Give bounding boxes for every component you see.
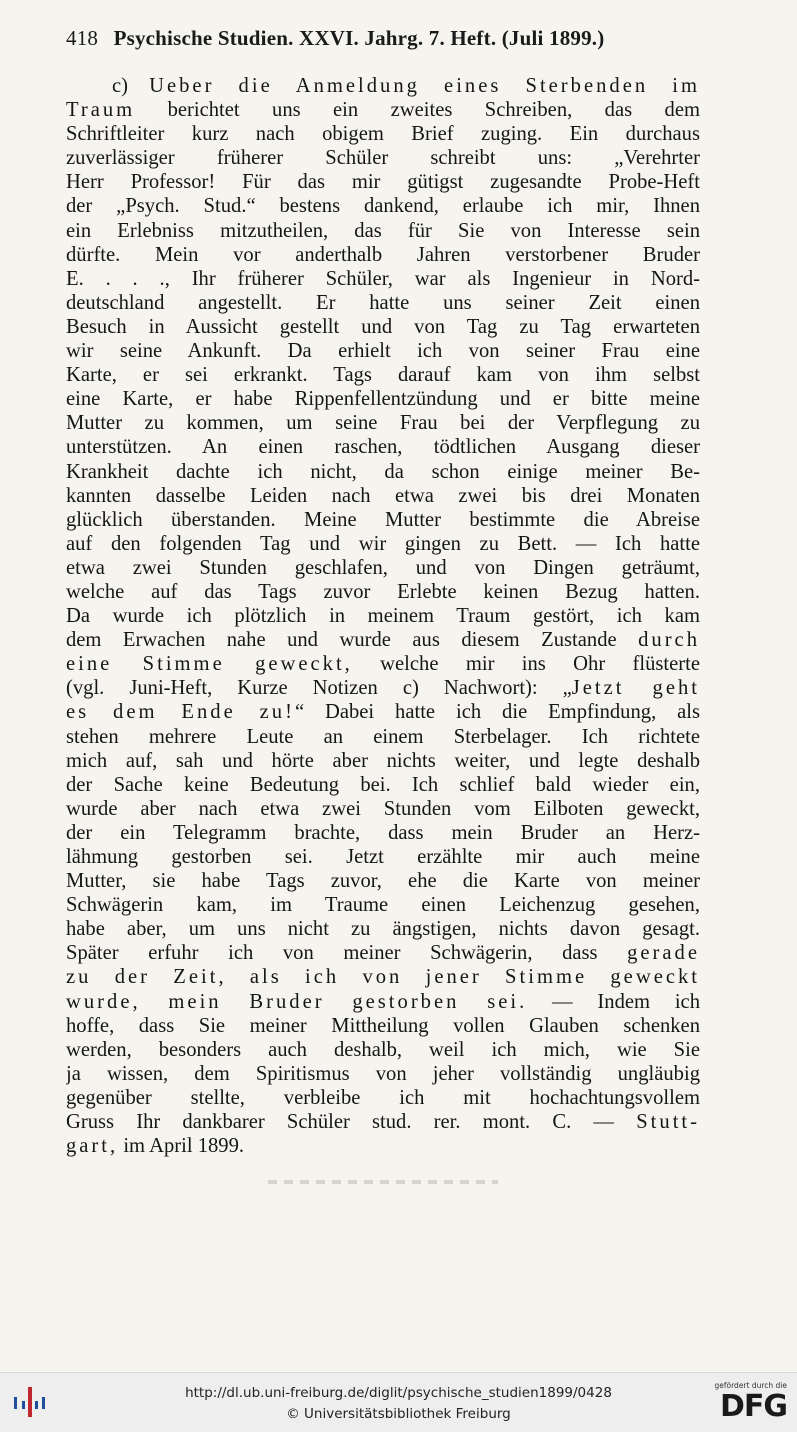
text-run: gegenüber stellte, verbleibe ich mit hochachtungsvollem	[66, 1086, 700, 1109]
text-line	[66, 339, 700, 363]
text-run: unterstützen. An einen raschen, tödtlichen Ausgang dieser	[66, 436, 700, 459]
text-line	[66, 146, 700, 170]
body-text	[66, 74, 700, 1158]
emphasized-text: Stutt-	[636, 1111, 700, 1134]
text-line	[66, 773, 700, 797]
text-line	[66, 243, 700, 267]
text-run: Besuch in Aussicht gestellt und von Tag zu Tag erwarteten	[66, 315, 700, 338]
text-line	[66, 460, 700, 484]
emphasized-text: Jetzt geht	[571, 677, 700, 700]
text-run: wir seine Ankunft. Da erhielt ich von seiner Frau eine	[66, 340, 700, 363]
text-run: mich auf, sah und hörte aber nichts weiter, und legte deshalb	[66, 749, 700, 772]
text-line	[66, 363, 700, 387]
text-line	[66, 484, 700, 508]
text-line	[66, 411, 700, 435]
text-run: dem Erwachen nahe und wurde aus diesem Zustande	[66, 629, 639, 652]
permalink-url[interactable]: http://dl.ub.uni-freiburg.de/diglit/psychische_studien1899/0428	[185, 1385, 612, 1401]
text-run: Gruss Ihr dankbarer Schüler stud. rer. mont. C. —	[66, 1111, 637, 1134]
emphasized-text: gerade	[627, 942, 700, 965]
text-run: ja wissen, dem Spiritismus von jeher vollständig ungläubig	[66, 1062, 700, 1085]
text-line	[66, 98, 700, 122]
text-line	[66, 1014, 700, 1038]
text-line	[66, 532, 700, 556]
text-line	[66, 1086, 700, 1110]
text-line	[66, 219, 700, 243]
text-line	[66, 1110, 700, 1134]
text-line	[66, 194, 700, 218]
text-line	[66, 965, 700, 989]
text-run: habe aber, um uns nicht zu ängstigen, nichts davon gesagt.	[66, 918, 700, 941]
text-run: berichtet uns ein zweites Schreiben, das dem	[135, 99, 700, 122]
text-line	[66, 869, 700, 893]
text-run: Mutter zu kommen, um seine Frau bei der Verpflegung zu	[66, 412, 700, 435]
text-line	[66, 749, 700, 773]
text-run: eine Karte, er habe Rippenfellentzündung und er bitte meine	[66, 388, 700, 411]
text-run: (vgl. Juni-Heft, Kurze Notizen c) Nachwort): „	[66, 677, 572, 700]
emphasized-text: zu der Zeit, als ich von jener Stimme geweckt	[66, 966, 700, 989]
text-line	[66, 435, 700, 459]
text-run: wurde aber nach etwa zwei Stunden vom Eilboten geweckt,	[66, 797, 700, 820]
text-line	[66, 122, 700, 146]
text-run: hoffe, dass Sie meiner Mittheilung vollen Glauben schenken	[66, 1014, 700, 1037]
text-run: etwa zwei Stunden geschlafen, und von Dingen geträumt,	[66, 556, 700, 579]
text-run: Krankheit dachte ich nicht, da schon einige meiner Be-	[66, 460, 700, 483]
emphasized-text: eine Stimme geweckt,	[66, 653, 353, 676]
text-line	[66, 845, 700, 869]
text-run: Da wurde ich plötzlich in meinem Traum gestört, ich kam	[66, 605, 700, 628]
text-line	[66, 917, 700, 941]
text-run: — Indem ich	[527, 990, 700, 1013]
text-run: welche auf das Tags zuvor Erlebte keinen Bezug hatten.	[66, 580, 700, 603]
text-run: werden, besonders auch deshalb, weil ich mich, wie Sie	[66, 1038, 700, 1061]
text-line	[66, 725, 700, 749]
text-run: kannten dasselbe Leiden nach etwa zwei bis drei Monaten	[66, 484, 700, 507]
text-line	[66, 267, 700, 291]
text-line	[66, 315, 700, 339]
text-run: im April 1899.	[118, 1135, 245, 1158]
text-line	[66, 387, 700, 411]
text-line	[66, 508, 700, 532]
dfg-logo: DFG	[719, 1389, 787, 1424]
text-line	[66, 1038, 700, 1062]
text-run: Später erfuhr ich von meiner Schwägerin, dass	[66, 942, 628, 965]
text-line	[66, 990, 700, 1014]
emphasized-text: durch	[638, 629, 700, 652]
text-run: der ein Telegramm brachte, dass mein Bruder an Herz-	[66, 821, 700, 844]
text-line	[66, 1134, 700, 1158]
text-run: Schwägerin kam, im Traume einen Leichenzug gesehen,	[66, 894, 700, 917]
copyright-notice: © Universitätsbibliothek Freiburg	[286, 1406, 511, 1422]
text-line	[66, 700, 700, 724]
text-run: lähmung gestorben sei. Jetzt erzählte mir auch meine	[66, 846, 700, 868]
text-run: dürfte. Mein vor anderthalb Jahren verstorbener Bruder	[66, 243, 700, 266]
text-run: c)	[112, 75, 150, 97]
running-title: Psychische Studien. XXVI. Jahrg. 7. Heft. (Juli 1899.)	[113, 26, 605, 50]
emphasized-text: gart,	[66, 1135, 119, 1158]
viewer-footer	[0, 1372, 797, 1432]
page-number: 418	[66, 26, 99, 50]
text-line	[66, 797, 700, 821]
text-line	[66, 893, 700, 917]
text-run: E. . . ., Ihr früherer Schüler, war als Ingenieur in Nord-	[66, 267, 700, 290]
text-run: Mutter, sie habe Tags zuvor, ehe die Karte von meiner	[66, 870, 700, 893]
emphasized-text: Ueber die Anmeldung eines Sterbenden im	[149, 75, 700, 97]
text-line	[66, 170, 700, 194]
text-run: “ Dabei hatte ich die Empfindung, als	[294, 701, 700, 724]
text-line	[66, 821, 700, 845]
text-run: glücklich überstanden. Meine Mutter bestimmte die Abreise	[66, 508, 700, 531]
text-line	[66, 1062, 700, 1086]
text-line	[66, 604, 700, 628]
text-run: deutschland angestellt. Er hatte uns seiner Zeit einen	[66, 291, 700, 314]
text-line	[66, 580, 700, 604]
emphasized-text: wurde, mein Bruder gestorben sei.	[66, 990, 528, 1013]
sponsor-note: gefördert durch die	[714, 1381, 787, 1390]
text-run: welche mir ins Ohr flüsterte	[352, 653, 700, 676]
emphasized-text: Traum	[66, 99, 136, 122]
text-run: der „Psych. Stud.“ bestens dankend, erlaube ich mir, Ihnen	[66, 195, 700, 218]
text-line	[66, 941, 700, 965]
emphasized-text: es dem Ende zu!	[66, 701, 295, 724]
print-smudge	[268, 1180, 498, 1184]
text-run: Karte, er sei erkrankt. Tags darauf kam von ihm selbst	[66, 364, 700, 387]
text-run: zuverlässiger früherer Schüler schreibt uns: „Verehrter	[66, 147, 700, 170]
text-run: auf den folgenden Tag und wir gingen zu Bett. — Ich hatte	[66, 532, 700, 555]
text-run: Herr Professor! Für das mir gütigst zugesandte Probe-Heft	[66, 171, 700, 194]
page-header	[66, 26, 746, 51]
text-run: der Sache keine Bedeutung bei. Ich schlief bald wieder ein,	[66, 773, 700, 796]
text-line	[66, 74, 700, 98]
text-line	[66, 676, 700, 700]
text-run: stehen mehrere Leute an einem Sterbelager. Ich richtete	[66, 725, 700, 748]
text-line	[66, 291, 700, 315]
text-line	[66, 652, 700, 676]
text-run: ein Erlebniss mitzutheilen, das für Sie von Interesse sein	[66, 219, 700, 242]
text-line	[66, 628, 700, 652]
text-line	[66, 556, 700, 580]
text-run: Schriftleiter kurz nach obigem Brief zuging. Ein durchaus	[66, 123, 700, 146]
